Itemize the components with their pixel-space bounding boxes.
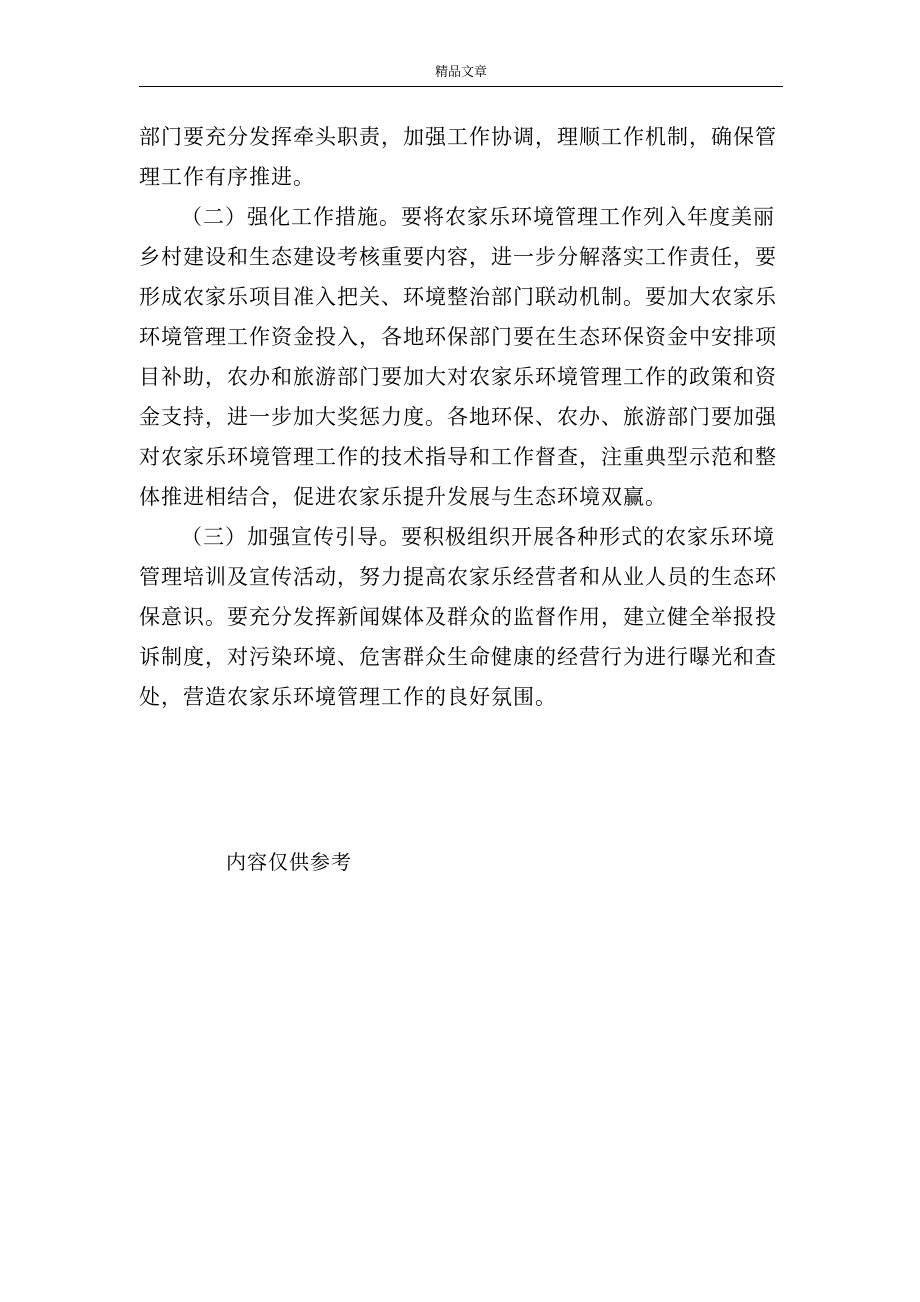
text-line: 金支持，进一步加大奖惩力度。各地环保、农办、旅游部门要加强 [139, 405, 777, 429]
text-line: （三）加强宣传引导。要积极组织开展各种形式的农家乐环境 [181, 525, 775, 549]
text-line: （二）强化工作措施。要将农家乐环境管理工作列入年度美丽 [181, 205, 775, 229]
page-header [139, 60, 783, 87]
text-line: 环境管理工作资金投入，各地环保部门要在生态环保资金中安排项 [139, 325, 777, 349]
text-line: 形成农家乐项目准入把关、环境整治部门联动机制。要加大农家乐 [139, 285, 777, 309]
footer-note: 内容仅供参考 [226, 850, 352, 874]
text-line: 乡村建设和生态建设考核重要内容，进一步分解落实工作责任，要 [139, 245, 777, 269]
text-line: 管理培训及宣传活动，努力提高农家乐经营者和从业人员的生态环 [139, 565, 777, 589]
paragraph-section-3 [139, 517, 783, 717]
text-line: 对农家乐环境管理工作的技术指导和工作督查，注重典型示范和整 [139, 445, 777, 469]
text-line: 体推进相结合，促进农家乐提升发展与生态环境双赢。 [139, 485, 667, 509]
text-line: 诉制度，对污染环境、危害群众生命健康的经营行为进行曝光和查 [139, 645, 777, 669]
header-title: 精品文章 [434, 65, 487, 80]
text-line: 部门要充分发挥牵头职责，加强工作协调，理顺工作机制，确保管 [139, 125, 777, 149]
paragraph-continuation [139, 117, 783, 197]
text-line: 目补助，农办和旅游部门要加大对农家乐环境管理工作的政策和资 [139, 365, 777, 389]
text-line: 保意识。要充分发挥新闻媒体及群众的监督作用，建立健全举报投 [139, 605, 777, 629]
text-line: 理工作有序推进。 [139, 165, 315, 189]
text-line: 处，营造农家乐环境管理工作的良好氛围。 [139, 685, 557, 709]
paragraph-section-2 [139, 197, 783, 517]
document-body [139, 117, 783, 717]
